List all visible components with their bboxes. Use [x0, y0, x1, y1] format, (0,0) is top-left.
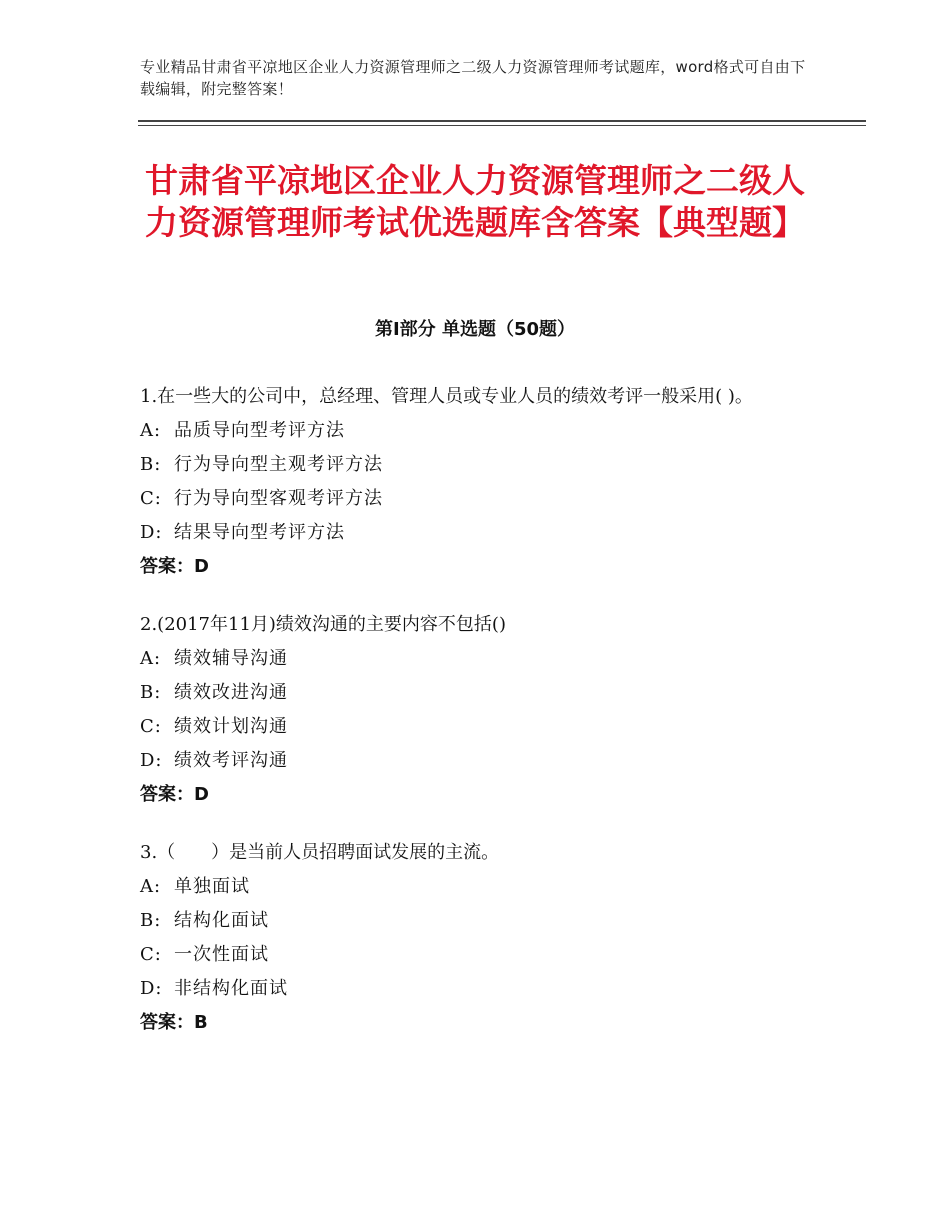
option-a: [140, 642, 820, 676]
option-letter: A:: [140, 876, 162, 897]
option-d: [140, 516, 820, 550]
question-item: [140, 608, 820, 812]
option-letter: B:: [140, 454, 162, 475]
question-stem: 3.（ ）是当前人员招聘面试发展的主流。: [140, 842, 500, 863]
option-text: 绩效计划沟通: [174, 716, 288, 737]
option-text: 单独面试: [174, 876, 250, 897]
option-letter: B:: [140, 910, 162, 931]
question-stem: 1.在一些大的公司中，总经理、管理人员或专业人员的绩效考评一般采用( )。: [140, 386, 753, 407]
option-b: [140, 904, 820, 938]
answer-line: 答案：B: [140, 1012, 208, 1033]
option-text: 非结构化面试: [174, 978, 288, 999]
option-text: 绩效考评沟通: [174, 750, 288, 771]
question-item: [140, 380, 820, 584]
answer-line: 答案：D: [140, 556, 209, 577]
option-b: [140, 676, 820, 710]
option-letter: D:: [140, 978, 163, 999]
option-letter: A:: [140, 648, 162, 669]
option-letter: D:: [140, 522, 163, 543]
option-text: 行为导向型客观考评方法: [174, 488, 383, 509]
header-note: 专业精品甘肃省平凉地区企业人力资源管理师之二级人力资源管理师考试题库，word格式可自由下载编辑，附完整答案！: [140, 58, 806, 98]
option-letter: B:: [140, 682, 162, 703]
option-text: 结果导向型考评方法: [174, 522, 345, 543]
document-title: 甘肃省平凉地区企业人力资源管理师之二级人力资源管理师考试优选题库含答案【典型题】: [145, 161, 805, 242]
option-text: 行为导向型主观考评方法: [174, 454, 383, 475]
option-text: 绩效辅导沟通: [174, 648, 288, 669]
option-b: [140, 448, 820, 482]
option-d: [140, 744, 820, 778]
answer-line: 答案：D: [140, 784, 209, 805]
question-item: [140, 836, 820, 1040]
option-letter: D:: [140, 750, 163, 771]
option-a: [140, 414, 820, 448]
option-text: 一次性面试: [174, 944, 269, 965]
option-d: [140, 972, 820, 1006]
option-text: 品质导向型考评方法: [174, 420, 345, 441]
header-rule-thick: [138, 120, 866, 122]
option-c: [140, 710, 820, 744]
option-letter: A:: [140, 420, 162, 441]
option-letter: C:: [140, 716, 162, 737]
option-letter: C:: [140, 944, 162, 965]
header-rule-thin: [138, 125, 866, 126]
question-stem: 2.(2017年11月)绩效沟通的主要内容不包括(): [140, 614, 506, 635]
section-heading: 第Ⅰ部分 单选题（50题）: [374, 319, 575, 340]
option-c: [140, 482, 820, 516]
option-text: 结构化面试: [174, 910, 269, 931]
question-list: [140, 380, 820, 1064]
option-text: 绩效改进沟通: [174, 682, 288, 703]
option-letter: C:: [140, 488, 162, 509]
option-c: [140, 938, 820, 972]
option-a: [140, 870, 820, 904]
